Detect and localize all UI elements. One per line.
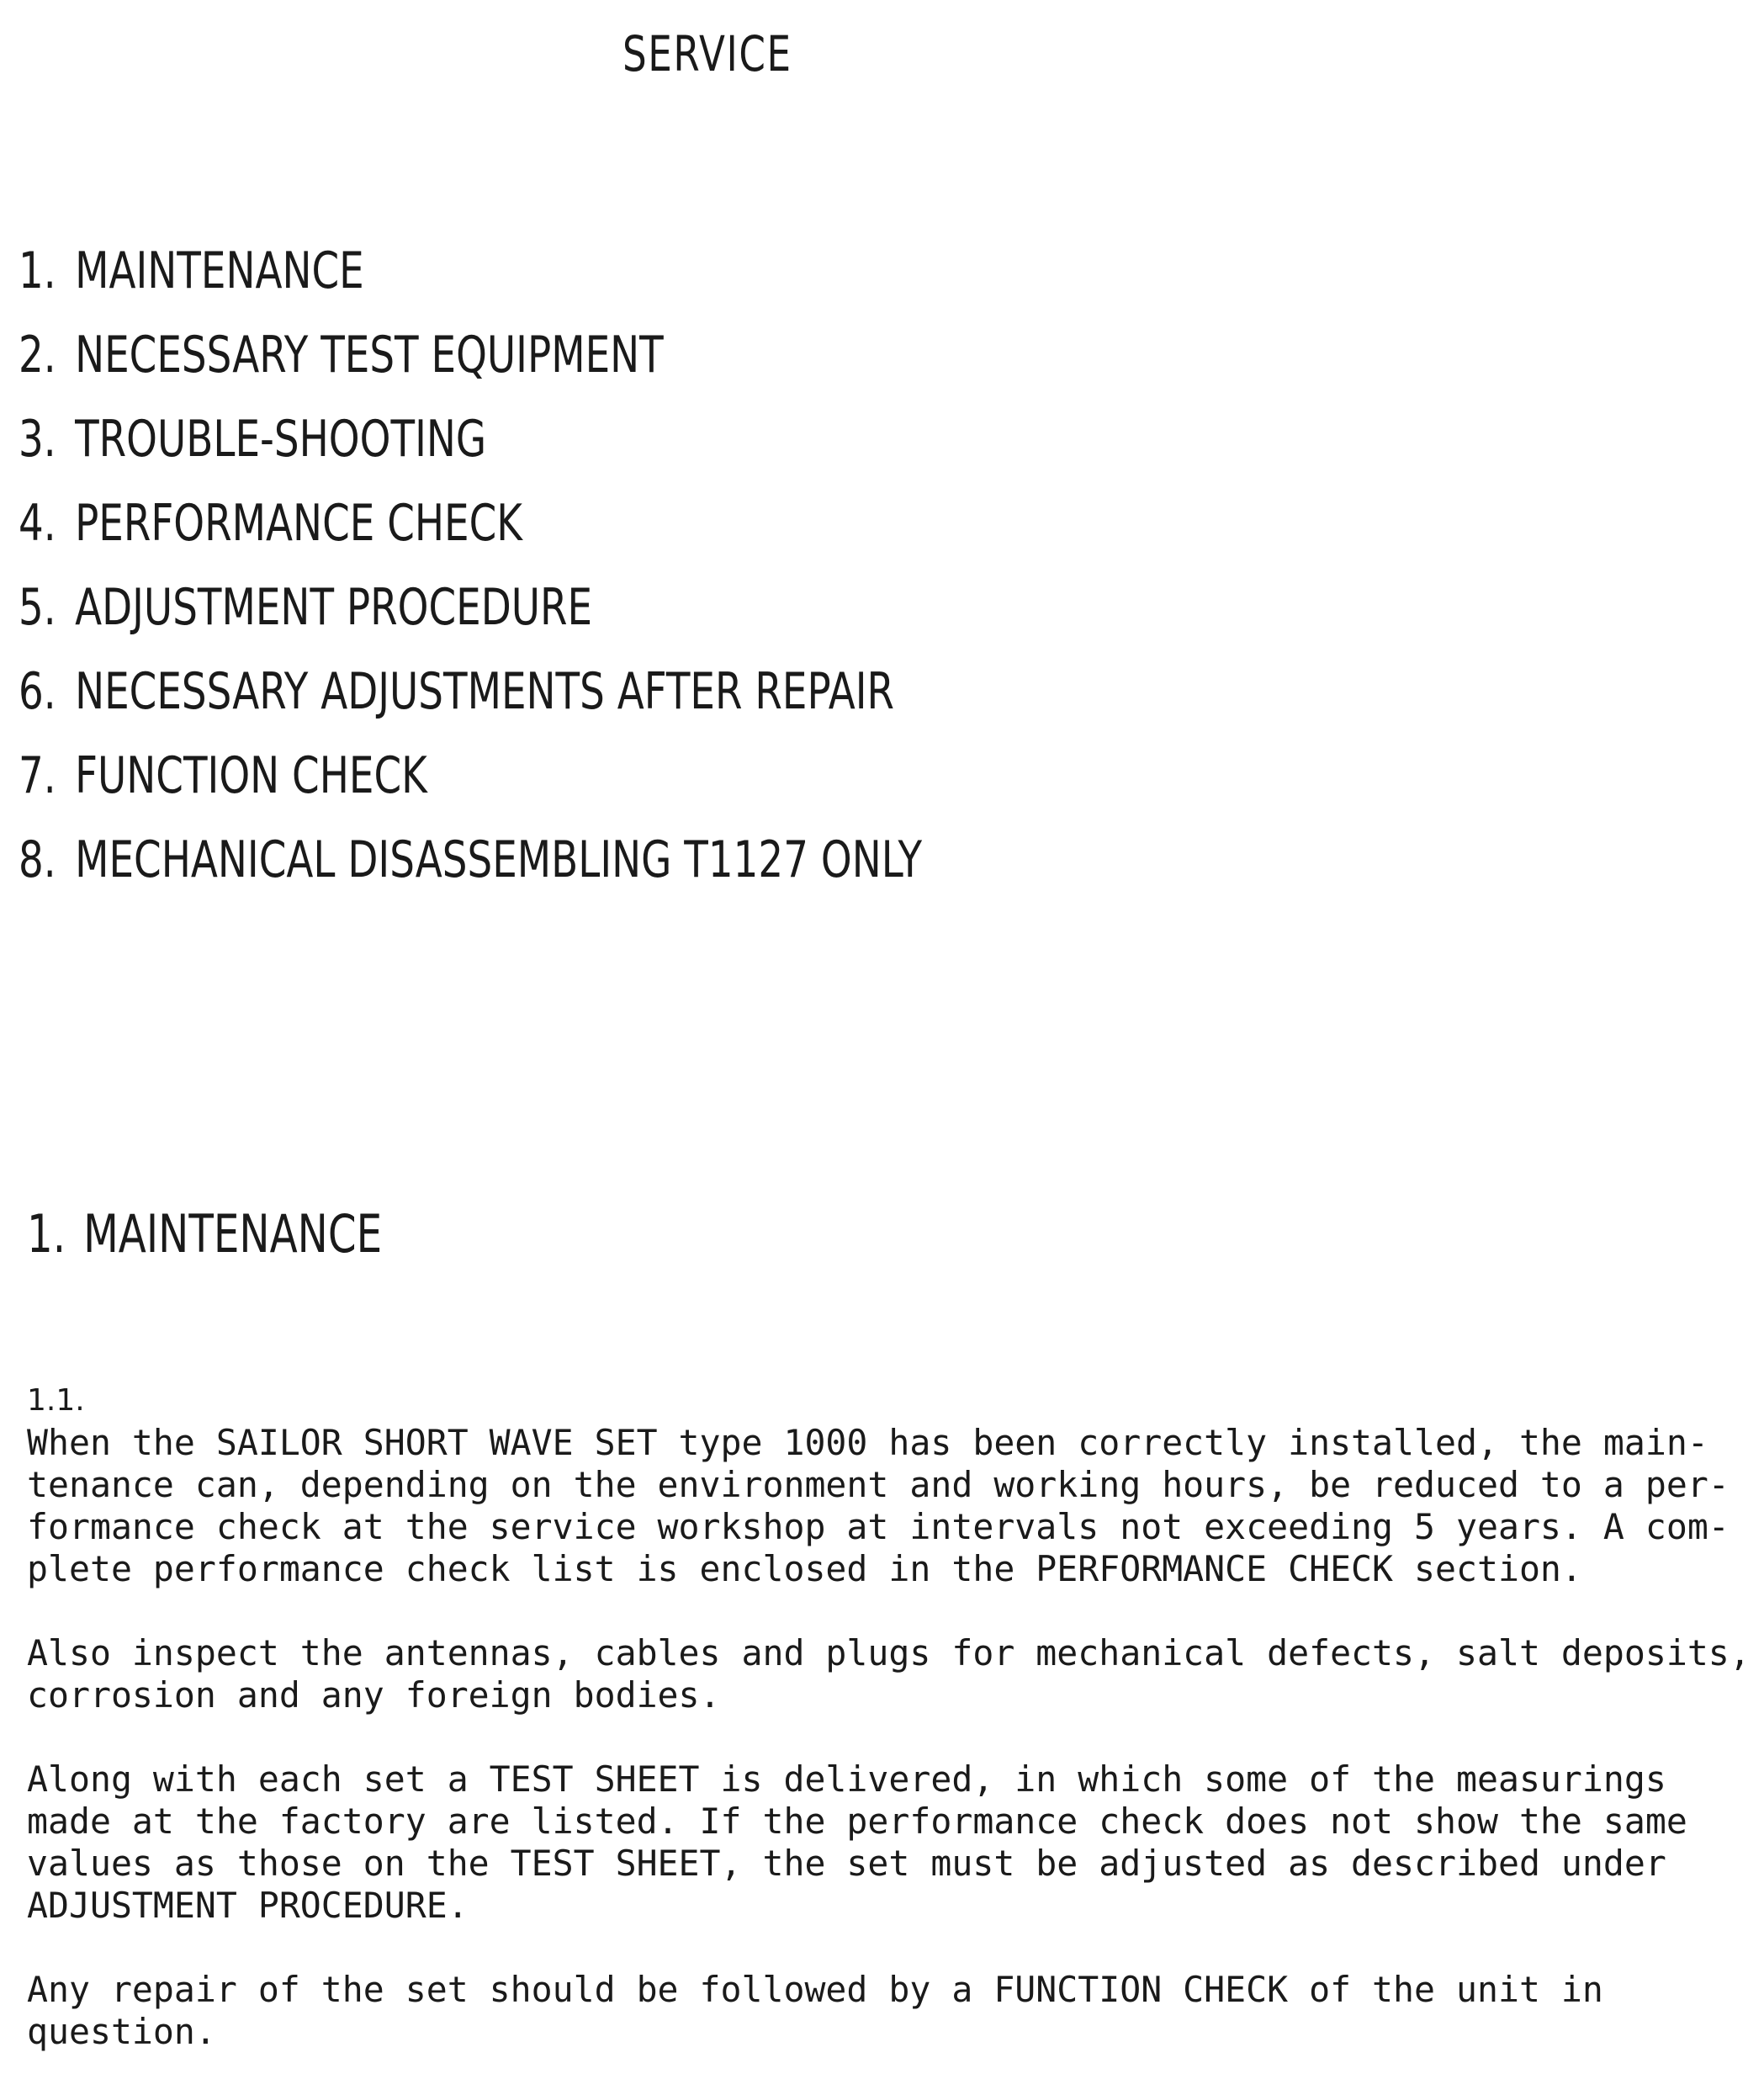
toc-item: [19, 745, 922, 830]
paragraph: When the SAILOR SHORT WAVE SET type 1000 has been correctly installed, the main- tenance can, depending on the environment and working hours, be reduced to a per- formance check at the service workshop at intervals not exceeding 5 years. A com- plete performance check list is enclosed in the PERFORMANCE CHECK section.: [27, 1422, 1730, 1589]
section-body: [27, 1380, 1760, 2095]
toc-item: [19, 241, 922, 325]
subsection-number: 1.1.: [27, 1383, 85, 1418]
section-number: 1.: [27, 1203, 66, 1265]
page-title: SERVICE: [622, 25, 792, 82]
table-of-contents: [19, 241, 1177, 914]
toc-item-number: 2.: [19, 326, 56, 385]
toc-item-label: NECESSARY ADJUSTMENTS AFTER REPAIR: [75, 662, 895, 721]
section-heading: [27, 1203, 382, 1265]
toc-item: [19, 493, 922, 577]
toc-item-label: MAINTENANCE: [75, 241, 364, 300]
paragraph: Also inspect the antennas, cables and plugs for mechanical defects, salt deposits, corrosion and any foreign bodies.: [27, 1632, 1751, 1716]
toc-item-label: PERFORMANCE CHECK: [75, 494, 523, 553]
toc-item-number: 4.: [19, 494, 56, 553]
section-title: MAINTENANCE: [83, 1203, 383, 1265]
toc-item-label: ADJUSTMENT PROCEDURE: [75, 578, 593, 637]
toc-item-label: NECESSARY TEST EQUIPMENT: [75, 326, 664, 385]
toc-item-label: MECHANICAL DISASSEMBLING T1127 ONLY: [75, 830, 923, 889]
paragraph: Any repair of the set should be followed by a FUNCTION CHECK of the unit in question.: [27, 1969, 1603, 2052]
toc-item-label: FUNCTION CHECK: [75, 746, 427, 805]
toc-item-number: 1.: [19, 241, 56, 300]
toc-item-number: 5.: [19, 578, 56, 637]
toc-item: [19, 325, 922, 409]
toc-item-number: 6.: [19, 662, 56, 721]
toc-item-number: 8.: [19, 830, 56, 889]
toc-item: [19, 830, 922, 914]
toc-item: [19, 409, 922, 493]
toc-item-label: TROUBLE-SHOOTING: [75, 410, 487, 469]
toc-item-number: 3.: [19, 410, 56, 469]
toc-item: [19, 661, 922, 745]
paragraph: Along with each set a TEST SHEET is delivered, in which some of the measurings made at the factory are listed. If the performance check does not show the same values as those on the TEST SHEET, the set must be adjusted as described under ADJUSTMENT PROCEDURE.: [27, 1758, 1687, 1926]
toc-item: [19, 577, 922, 661]
toc-item-number: 7.: [19, 746, 56, 805]
